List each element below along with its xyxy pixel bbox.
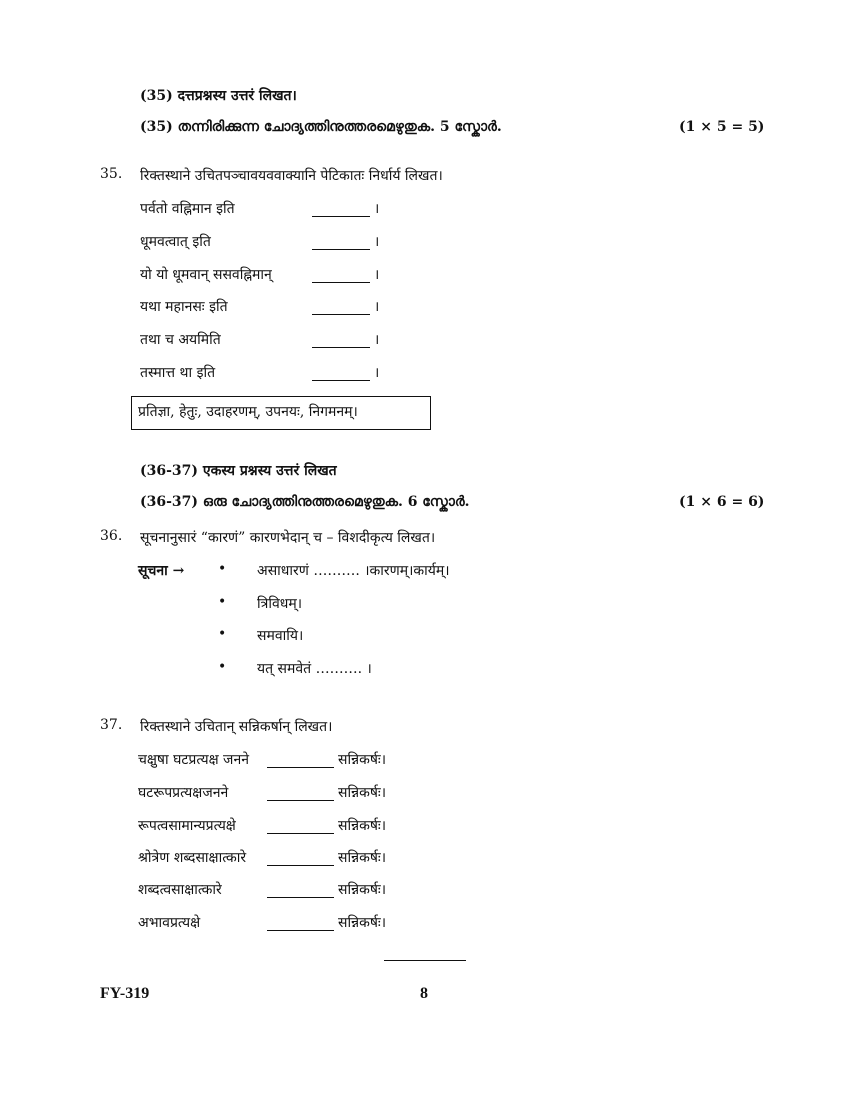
q35-row-end: । (374, 365, 380, 381)
bullet-icon: • (218, 626, 227, 642)
q37-answer-blank[interactable] (267, 897, 334, 898)
q37-row-suffix: सन्निकर्षः। (338, 752, 387, 768)
hint-item: त्रिविधम्। (257, 596, 303, 612)
q35-row-text: तथा च अयमिति (140, 332, 221, 348)
q35-answer-blank[interactable] (312, 282, 370, 283)
hint-item: यत् समवेतं ………. । (257, 661, 372, 677)
q35-row-text: यो यो धूमवान् ससवह्निमान् (140, 267, 272, 283)
q35-row-text: तस्मात्त था इति (140, 365, 216, 381)
hint-label: सूचना → (138, 563, 185, 579)
q35-row-text: पर्वतो वह्निमान इति (140, 201, 235, 217)
section-35-marks: (1 × 5 = 5) (679, 119, 765, 135)
q35-answer-blank[interactable] (312, 249, 370, 250)
q35-row-end: । (374, 299, 380, 315)
section-35-heading-sanskrit: (35) दत्तप्रश्नस्य उत्तरं लिखत। (140, 88, 297, 104)
q37-answer-blank[interactable] (267, 767, 334, 768)
question-36-text: सूचनानुसारं “कारणं” कारणभेदान् च – विशदीकृत्य लिखत। (140, 530, 436, 546)
q37-answer-blank[interactable] (267, 865, 334, 866)
section-36-37-marks: (1 × 6 = 6) (679, 494, 765, 510)
q37-row-suffix: सन्निकर्षः। (338, 818, 387, 834)
q37-row-text: श्रोत्रेण शब्दसाक्षात्कारे (138, 850, 247, 866)
q37-answer-blank[interactable] (267, 833, 334, 834)
hint-item: समवायि। (257, 628, 304, 644)
q37-row-text: चक्षुषा घटप्रत्यक्ष जनने (138, 752, 249, 768)
q35-answer-blank[interactable] (312, 216, 370, 217)
q37-row-suffix: सन्निकर्षः। (338, 915, 387, 931)
q35-row-end: । (374, 267, 380, 283)
bullet-icon: • (218, 594, 227, 610)
section-35-heading-malayalam: (35) തന്നിരിക്കുന്ന ചോദ്യത്തിനുത്തരമെഴുതുക. 5 സ്കോർ. (140, 119, 502, 135)
q35-options-text: प्रतिज्ञा, हेतुः, उदाहरणम्, उपनयः, निगमनम्। (138, 404, 358, 420)
section-36-37-heading-sanskrit: (36-37) एकस्य प्रश्नस्य उत्तरं लिखत (140, 463, 337, 479)
footer-paper-code: FY-319 (100, 985, 150, 1002)
q35-row-end: । (374, 201, 380, 217)
q37-answer-blank[interactable] (267, 800, 334, 801)
q37-row-text: रूपत्वसामान्यप्रत्यक्षे (138, 818, 236, 834)
q35-row-text: यथा महानसः इति (140, 299, 228, 315)
q37-row-suffix: सन्निकर्षः। (338, 785, 387, 801)
q37-answer-blank[interactable] (267, 930, 334, 931)
footer-page-number: 8 (420, 985, 428, 1002)
bullet-icon: • (218, 561, 227, 577)
question-37-number: 37. (100, 717, 123, 733)
bullet-icon: • (218, 659, 227, 675)
question-36-number: 36. (100, 528, 123, 544)
hint-item: असाधारणं ………. ।कारणम्।कार्यम्। (257, 563, 450, 579)
q35-row-end: । (374, 234, 380, 250)
q35-row-end: । (374, 332, 380, 348)
question-35-number: 35. (100, 166, 123, 182)
q37-row-suffix: सन्निकर्षः। (338, 850, 387, 866)
q37-row-text: शब्दत्वसाक्षात्कारे (138, 882, 222, 898)
q35-answer-blank[interactable] (312, 380, 370, 381)
q35-answer-blank[interactable] (312, 347, 370, 348)
q35-row-text: धूमवत्वात् इति (140, 234, 211, 250)
question-37-text: रिक्तस्थाने उचितान् सन्निकर्षान् लिखत। (140, 719, 333, 735)
question-35-text: रिक्तस्थाने उचितपञ्चावयववाक्यानि पेटिकातः निर्धार्य लिखत। (140, 168, 443, 184)
q37-row-text: घटरूपप्रत्यक्षजनने (138, 785, 229, 801)
end-divider (384, 960, 466, 961)
q37-row-suffix: सन्निकर्षः। (338, 882, 387, 898)
q35-answer-blank[interactable] (312, 314, 370, 315)
section-36-37-heading-malayalam: (36-37) ഒരു ചോദ്യത്തിനുത്തരമെഴുതുക. 6 സ്കോർ. (140, 494, 470, 510)
q37-row-text: अभावप्रत्यक्षे (138, 915, 201, 931)
